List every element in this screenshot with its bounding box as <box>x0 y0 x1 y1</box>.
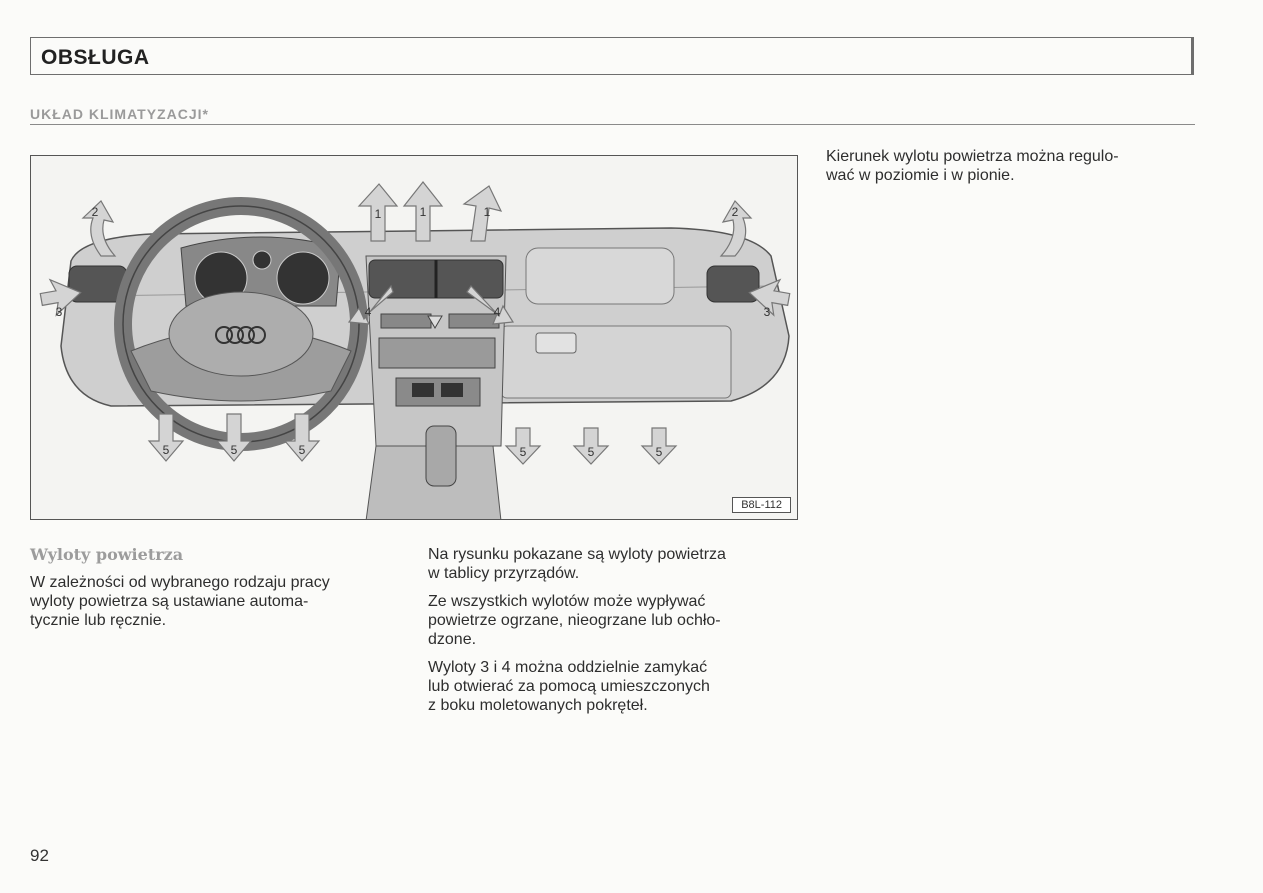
text-line: Na rysunku pokazane są wyloty powietrza <box>428 546 726 563</box>
chapter-header-box <box>30 37 1194 75</box>
middle-paragraph-3 <box>428 658 798 715</box>
outlet-label-1: 1 <box>483 205 491 219</box>
text-line: Wyloty 3 i 4 można oddzielnie zamykać <box>428 659 708 676</box>
glovebox-handle <box>536 333 576 353</box>
text-line: dzone. <box>428 631 477 648</box>
middle-paragraph-1 <box>428 545 798 583</box>
text-line: W zależności od wybranego rodzaju pracy <box>30 574 330 591</box>
outlet-label-2: 2 <box>91 205 99 219</box>
left-paragraph <box>30 573 398 630</box>
outlet-label-3: 3 <box>55 305 63 319</box>
section-title: UKŁAD KLIMATYZACJI* <box>30 106 209 122</box>
outlet-label-5: 5 <box>519 445 527 459</box>
figure-code: B8L-112 <box>732 497 791 513</box>
outlet-label-5: 5 <box>298 443 306 457</box>
text-line: w tablicy przyrządów. <box>428 565 580 582</box>
dashboard-illustration <box>30 155 798 520</box>
text-line: z boku moletowanych pokręteł. <box>428 697 648 714</box>
outlet-label-5: 5 <box>655 445 663 459</box>
outlet-label-4: 4 <box>493 305 501 319</box>
middle-paragraph-2 <box>428 592 798 649</box>
section-divider <box>30 124 1195 125</box>
climate-panel <box>396 378 480 406</box>
middle-column <box>428 545 798 715</box>
radio <box>379 338 495 368</box>
text-line: tycznie lub ręcznie. <box>30 612 167 629</box>
right-side-vent <box>707 266 759 302</box>
upper-glovebox <box>526 248 674 304</box>
steering-hub <box>169 292 313 376</box>
text-line: Ze wszystkich wylotów może wypływać <box>428 593 706 610</box>
text-line: powietrze ogrzane, nieogrzane lub ochło- <box>428 612 721 629</box>
outlet-label-1: 1 <box>374 207 382 221</box>
subheading-air-vents: Wyloty powietrza <box>30 545 184 564</box>
outlet-label-5: 5 <box>587 445 595 459</box>
text-line: lub otwierać za pomocą umieszczonych <box>428 678 710 695</box>
text-line: wać w poziomie i w pionie. <box>826 167 1015 184</box>
outlet-label-4: 4 <box>364 305 372 319</box>
outlet-label-2: 2 <box>731 205 739 219</box>
outlet-label-1: 1 <box>419 205 427 219</box>
outlet-label-3: 3 <box>763 305 771 319</box>
page-number: 92 <box>30 846 49 865</box>
chapter-title: OBSŁUGA <box>41 46 150 69</box>
outlet-label-5: 5 <box>162 443 170 457</box>
dashboard-drawing <box>31 156 798 520</box>
text-line: wyloty powietrza są ustawiane automa- <box>30 593 309 610</box>
right-paragraph <box>826 147 1194 185</box>
outlet-label-5: 5 <box>230 443 238 457</box>
text-line: Kierunek wylotu powietrza można regulo- <box>826 148 1119 165</box>
